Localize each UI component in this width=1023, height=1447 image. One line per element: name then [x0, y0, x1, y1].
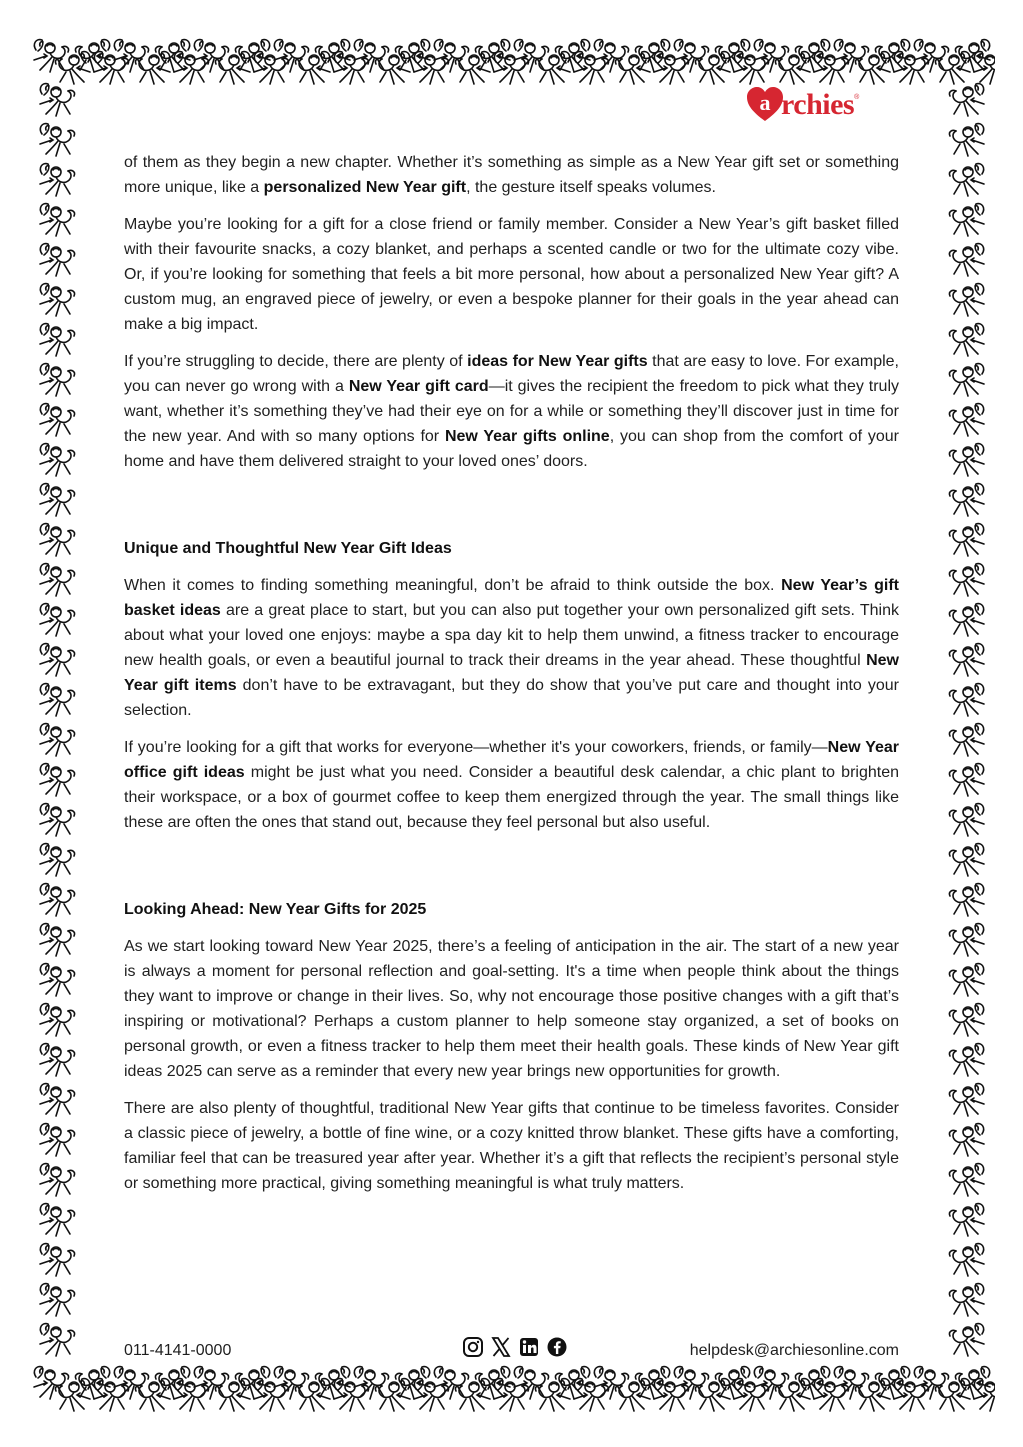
cupid-icon: [944, 280, 988, 320]
cupid-icon: [36, 960, 80, 1000]
paragraph-7: There are also plenty of thoughtful, traditional New Year gifts that continue to be timeless favorites. Consider a classic piece of jewelry, a bottle of fine wine, or a cozy knitted throw blanket. These gifts have a comforting, familiar feel that can be treasured year after year. Whether it’s a gift that reflects the recipient’s personal style or something more practical, giving something meaningful is what truly matters.: [124, 1100, 899, 1192]
cupid-icon: [36, 1120, 80, 1160]
cupid-icon: [36, 240, 80, 280]
decorative-border-right: [938, 80, 993, 1370]
cupid-icon: [36, 1000, 80, 1040]
cupid-icon: [944, 360, 988, 400]
cupid-icon: [944, 320, 988, 360]
cupid-icon: [36, 1280, 80, 1320]
cupid-icon: [36, 1040, 80, 1080]
section-heading: Looking Ahead: New Year Gifts for 2025: [124, 901, 427, 918]
registered-mark: ®: [854, 94, 860, 101]
cupid-icon: [36, 520, 80, 560]
cupid-icon: [944, 80, 988, 120]
social-icons: [462, 1336, 568, 1358]
cupid-icon: [944, 1200, 988, 1240]
cupid-icon: [970, 1375, 995, 1413]
linkedin-icon[interactable]: [518, 1336, 540, 1358]
cupid-icon: [944, 840, 988, 880]
cupid-icon: [36, 640, 80, 680]
cupid-icon: [36, 1240, 80, 1280]
cupid-icon: [36, 800, 80, 840]
decorative-border-top: [30, 34, 995, 86]
cupid-icon: [36, 440, 80, 480]
cupid-icon: [36, 1080, 80, 1120]
cupid-icon: [944, 120, 988, 160]
logo-wordmark: rchies: [781, 88, 855, 121]
cupid-icon: [944, 1240, 988, 1280]
bold-phrase: New Year gift card: [348, 378, 489, 395]
cupid-icon: [36, 480, 80, 520]
cupid-icon: [944, 1280, 988, 1320]
paragraph-4: When it comes to finding something meaningful, don’t be afraid to think outside the box. New Year’s gift basket ideas are a great place to start, but you can also put together your own personalized gift sets. Think about what your loved one enjoys: maybe a spa day kit to help them unwind, a fitness tracker to encourage new health goals, or even a beautiful journal to track their dreams in the year ahead. These thoughtful New Year gift items don’t have to be extravagant, but they do show that you’ve put care and thought into your selection.: [124, 577, 900, 719]
bold-phrase: ideas for New Year gifts: [467, 353, 648, 370]
cupid-icon: [36, 400, 80, 440]
cupid-icon: [944, 1160, 988, 1200]
archies-logo[interactable]: [745, 84, 859, 126]
instagram-icon[interactable]: [462, 1336, 484, 1358]
x-icon[interactable]: [490, 1336, 512, 1358]
footer-email[interactable]: helpdesk@archiesonline.com: [689, 1342, 899, 1359]
paragraph-3: If you’re struggling to decide, there are plenty of ideas for New Year gifts that are easy to love. For example, you can never go wrong with a New Year gift card—it gives the recipient the freedom to pick what they truly want, whether it’s something they’ve had their eye on for a while or something they’ll discover just in time for the new year. And with so many options for New Year gifts online, you can shop from the comfort of your home and have them delivered straight to your loved ones’ doors.: [124, 353, 899, 470]
cupid-icon: [944, 560, 988, 600]
bold-phrase: New Year gift items: [124, 652, 899, 694]
logo-letter: a: [759, 90, 771, 115]
cupid-icon: [944, 400, 988, 440]
cupid-icon: [36, 160, 80, 200]
paragraph-1: of them as they begin a new chapter. Whether it’s something as simple as a New Year gift set or something more unique, like a personalized New Year gift, the gesture itself speaks volumes.: [124, 154, 899, 196]
cupid-icon: [944, 640, 988, 680]
cupid-icon: [944, 680, 988, 720]
cupid-icon: [36, 600, 80, 640]
cupid-icon: [944, 600, 988, 640]
decorative-border-left: [30, 80, 85, 1370]
bold-phrase: New Year office gift ideas: [124, 739, 900, 781]
cupid-icon: [944, 1120, 988, 1160]
cupid-icon: [36, 680, 80, 720]
cupid-icon: [944, 920, 988, 960]
facebook-icon[interactable]: [546, 1336, 568, 1358]
cupid-icon: [36, 720, 80, 760]
cupid-icon: [36, 360, 80, 400]
footer-phone[interactable]: 011-4141-0000: [124, 1342, 232, 1359]
cupid-icon: [36, 760, 80, 800]
cupid-icon: [944, 1000, 988, 1040]
cupid-icon: [944, 800, 988, 840]
cupid-icon: [36, 840, 80, 880]
paragraph-6: As we start looking toward New Year 2025, there’s a feeling of anticipation in the air. The start of a new year is always a moment for personal reflection and goal-setting. It's a time when people think about the things they want to improve or change in their lives. So, why not encourage those positive changes with a gift that’s inspiring or motivational? Perhaps a custom planner to help someone stay organized, a set of books on personal growth, or even a fitness tracker to help them meet their health goals. These kinds of New Year gift ideas 2025 can serve as a reminder that every new year brings new opportunities for growth.: [124, 938, 899, 1080]
cupid-icon: [944, 760, 988, 800]
cupid-icon: [944, 480, 988, 520]
cupid-icon: [36, 1200, 80, 1240]
paragraph-2: Maybe you’re looking for a gift for a close friend or family member. Consider a New Year’s gift basket filled with their favourite snacks, a cozy blanket, and perhaps a scented candle or two for the ultimate cozy vibe. Or, if you’re looking for something that feels a bit more personal, how about a personalized New Year gift? A custom mug, an engraved piece of jewelry, or even a bespoke planner for their goals in the year ahead can make a big impact.: [124, 216, 899, 333]
cupid-icon: [944, 440, 988, 480]
cupid-icon: [36, 560, 80, 600]
bold-phrase: New Year’s gift basket ideas: [124, 577, 900, 619]
cupid-icon: [36, 920, 80, 960]
cupid-icon: [944, 1080, 988, 1120]
cupid-icon: [36, 320, 80, 360]
cupid-icon: [944, 520, 988, 560]
article-body: [124, 150, 899, 1208]
section-heading: Unique and Thoughtful New Year Gift Ideas: [124, 540, 452, 557]
bold-phrase: New Year gifts online: [444, 428, 610, 445]
bold-phrase: personalized New Year gift: [263, 179, 467, 196]
cupid-icon: [36, 200, 80, 240]
cupid-icon: [36, 280, 80, 320]
cupid-icon: [944, 240, 988, 280]
cupid-icon: [944, 200, 988, 240]
cupid-icon: [944, 1040, 988, 1080]
decorative-border-bottom: [30, 1361, 995, 1413]
cupid-icon: [36, 880, 80, 920]
cupid-icon: [36, 120, 80, 160]
cupid-icon: [36, 1320, 80, 1360]
cupid-icon: [944, 1320, 988, 1360]
cupid-icon: [944, 160, 988, 200]
paragraph-5: If you’re looking for a gift that works for everyone—whether it's your coworkers, friends, or family—New Year office gift ideas might be just what you need. Consider a beautiful desk calendar, a chic plant to brighten their workspace, or a box of gourmet coffee to keep them energized through the year. The small things like these are often the ones that stand out, because they feel personal but also useful.: [124, 739, 900, 831]
cupid-icon: [36, 80, 80, 120]
cupid-icon: [944, 720, 988, 760]
heart-logo-icon: [745, 85, 785, 125]
cupid-icon: [944, 960, 988, 1000]
cupid-icon: [36, 1160, 80, 1200]
cupid-icon: [944, 880, 988, 920]
